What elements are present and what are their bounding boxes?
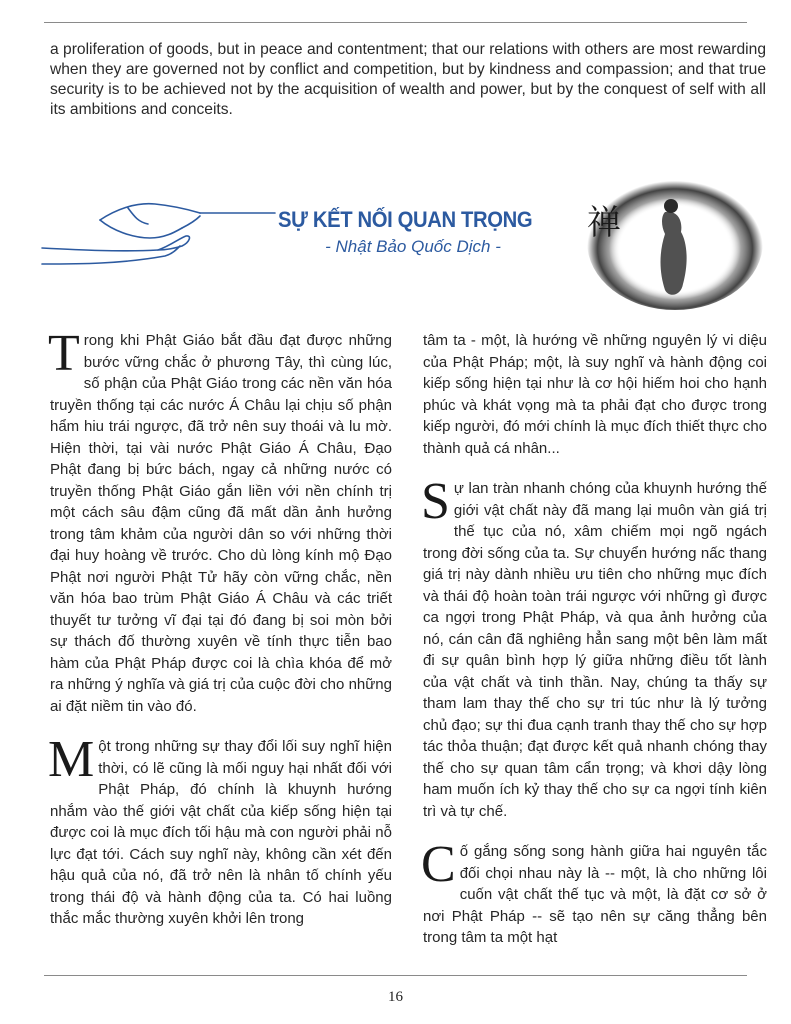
paragraph-text: ột trong những sự thay đổi lối suy nghĩ hiện thời, có lẽ cũng là mối nguy hại nhất đối với Phật Pháp, đó chính là khuynh hướng nhắm vào thế giới vật chất của kiếp sống hiện tại được coi là mục đích tối hậu mà con người phải nỗ lực đạt tới. Cách suy nghĩ này, không cần xét đến hậu quả của nó, đã trở nên là nhân tố chính yếu trong thái độ và hành động của ta. Có hai luồng thắc mắc thường xuyên khởi lên trong — [50, 738, 392, 927]
paragraph-text: ố gắng sống song hành giữa hai nguyên tắc đối chọi nhau này là -- một, là cho những lôi cuốn vật chất thế tục và một, là đặt cơ sở ở nơi Phật Pháp -- sẽ tạo nên sự căng thẳng bên trong tâm ta một hạt — [423, 843, 767, 946]
drop-cap: S — [421, 473, 450, 530]
paragraph — [423, 330, 767, 459]
page-number: 16 — [388, 989, 403, 1005]
paragraph-text: tâm ta - một, là hướng về những nguyên lý vi diệu của Phật Pháp; một, là suy nghĩ và hành động coi kiếp sống hiện tại như là cơ hội hiếm hoi cho hạnh phúc và khát vọng mà ta phải đạt cho được trong kiếp người, đó mới chính là mục đích thiết thực cho thành quả cá nhân... — [423, 332, 767, 457]
paragraph-text: rong khi Phật Giáo bắt đầu đạt được những bước vững chắc ở phương Tây, thì cùng lúc, số phận của Phật Giáo trong các nền văn hóa truyền thống tại các nước Á Châu lại chịu số phận hẩm hiu trái ngược, đã trở nên suy thoái và lu mờ. Hiện thời, tại vài nước Phật Giáo Á Châu, Đạo Phật đang bị bức bách, ngay cả những nước có truyền thống Phật Giáo gắn liền với nền chính trị một cách sâu đậm cũng đã mất dần ảnh hưởng trong tâm khảm của người dân so với những thời đại huy hoàng về trước. Cho dù lòng kính mộ Đạo Phật nơi người Phật Tử hãy còn vững chắc, nền văn hóa bao trùm Phật Giáo Á Châu và các triết thuyết tư tưởng vĩ đại tại đó đang bị soi mòn bởi sự thách đố thường xuyên về tính thực tiễn bao hàm của Phật Pháp được coi là chìa khóa để mở ra những ý nghĩa và giá trị của cuộc đời cho những ai đặt niềm tin vào đó. — [50, 332, 392, 715]
bottom-rule — [44, 975, 747, 976]
drop-cap: T — [48, 325, 80, 382]
article-subtitle: - Nhật Bảo Quốc Dịch - — [325, 237, 501, 256]
paragraph — [421, 473, 767, 822]
zen-brush-illustration — [565, 172, 765, 322]
zen-glyph: 禅 — [587, 203, 621, 243]
right-column — [423, 330, 767, 968]
paragraph — [48, 731, 392, 930]
left-column — [48, 325, 392, 949]
drop-cap: M — [48, 731, 95, 788]
paragraph — [48, 325, 392, 717]
article-title-text: SỰ KẾT NỐI QUAN TRỌNG — [277, 207, 533, 232]
paragraph-text: ự lan tràn nhanh chóng của khuynh hướng thế giới vật chất này đã mang lại muôn vàn giá trị thế tục của nó, xâm chiếm mọi ngõ ngách trong đời sống của ta. Sự chuyển hướng nấc thang giá trị này dành nhiều ưu tiên cho những mục đích và thái độ hoàn toàn trái ngược với những gì được ca ngợi trong Phật Pháp, và qua ảnh hưởng của nó, cán cân đã nghiêng hẳn sang một bên làm mất đi sự quân bình hợp lý giữa những điều tốt lành của vật chất và tinh thần. Nay, chúng ta thấy sự tham lam thay thế cho sự tri túc như là lý tưởng chủ đạo; sự thi đua cạnh tranh thay thế cho sự hợp tác thỏa thuận; đạt được kết quả nhanh chóng thay thế cho sự quan tâm cẩn trọng; và khơi dậy lòng ham muốn ích kỷ thay thế cho sự ca ngợi tính kiên trì và tự chế. — [423, 480, 767, 820]
article-title — [0, 207, 600, 233]
drop-cap: C — [421, 836, 456, 893]
intro-paragraph: a proliferation of goods, but in peace and contentment; that our relations with others are most rewarding when they are governed not by conflict and competition, but by kindness and compassion; and that true security is to be achieved not by the acquisition of wealth and power, but by the conquest of self with all its ambitions and conceits. — [50, 41, 766, 118]
top-rule — [44, 22, 747, 23]
paragraph — [421, 836, 767, 949]
